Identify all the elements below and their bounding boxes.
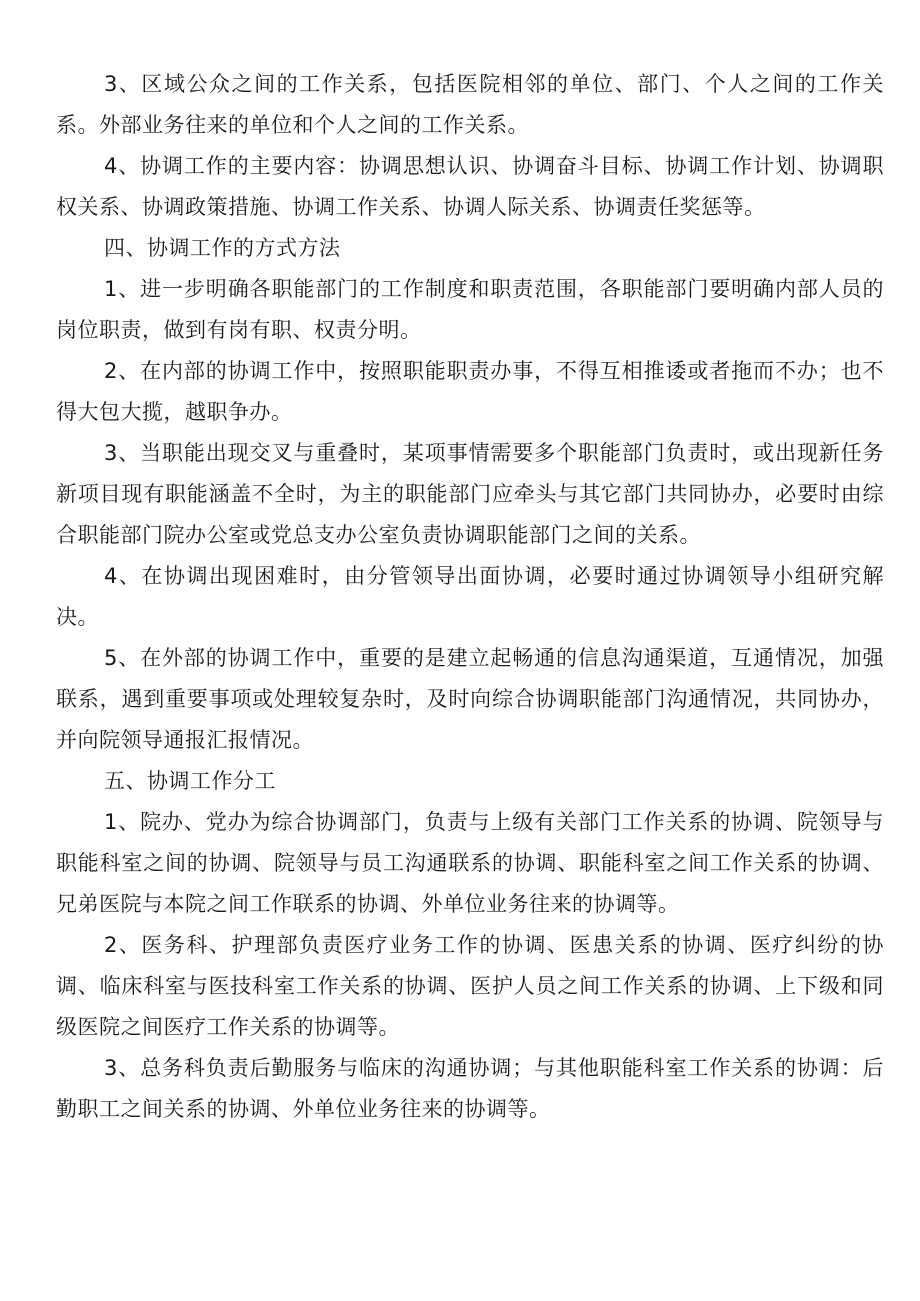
paragraph-method-5: 5、在外部的协调工作中，重要的是建立起畅通的信息沟通渠道，互通情况，加强联系，遇到重要事项或处理较复杂时，及时向综合协调职能部门沟通情况，共同协办，并向院领导通报汇报情况。: [56, 646, 884, 752]
paragraph-method-3: 3、当职能出现交叉与重叠时，某项事情需要多个职能部门负责时，或出现新任务新项目现有职能涵盖不全时，为主的职能部门应牵头与其它部门共同协办，必要时由综合职能部门院办公室或党总支办公室负责协调职能部门之间的关系。: [56, 441, 884, 547]
section-heading-division: 五、协调工作分工: [104, 769, 276, 793]
paragraph-division-2: 2、医务科、护理部负责医疗业务工作的协调、医患关系的协调、医疗纠纷的协调、临床科室与医技科室工作关系的协调、医护人员之间工作关系的协调、上下级和同级医院之间医疗工作关系的协调等。: [56, 933, 884, 1039]
paragraph-division-3: 3、总务科负责后勤服务与临床的沟通协调；与其他职能科室工作关系的协调：后勤职工之间关系的协调、外单位业务往来的协调等。: [56, 1056, 884, 1121]
paragraph-division-1: 1、院办、党办为综合协调部门，负责与上级有关部门工作关系的协调、院领导与职能科室之间的协调、院领导与员工沟通联系的协调、职能科室之间工作关系的协调、兄弟医院与本院之间工作联系的协调、外单位业务往来的协调等。: [56, 810, 884, 916]
paragraph-method-4: 4、在协调出现困难时，由分管领导出面协调，必要时通过协调领导小组研究解决。: [56, 564, 884, 629]
paragraph-coordination-content: 4、协调工作的主要内容：协调思想认识、协调奋斗目标、协调工作计划、协调职权关系、协调政策措施、协调工作关系、协调人际关系、协调责任奖惩等。: [56, 154, 884, 219]
paragraph-region-relations: 3、区域公众之间的工作关系，包括医院相邻的单位、部门、个人之间的工作关系。外部业务往来的单位和个人之间的工作关系。: [56, 72, 884, 137]
document-page: [56, 64, 884, 1130]
section-heading-methods: 四、协调工作的方式方法: [104, 236, 341, 260]
paragraph-method-2: 2、在内部的协调工作中，按照职能职责办事，不得互相推诿或者拖而不办；也不得大包大揽，越职争办。: [56, 359, 884, 424]
paragraph-method-1: 1、进一步明确各职能部门的工作制度和职责范围，各职能部门要明确内部人员的岗位职责，做到有岗有职、权责分明。: [56, 277, 884, 342]
